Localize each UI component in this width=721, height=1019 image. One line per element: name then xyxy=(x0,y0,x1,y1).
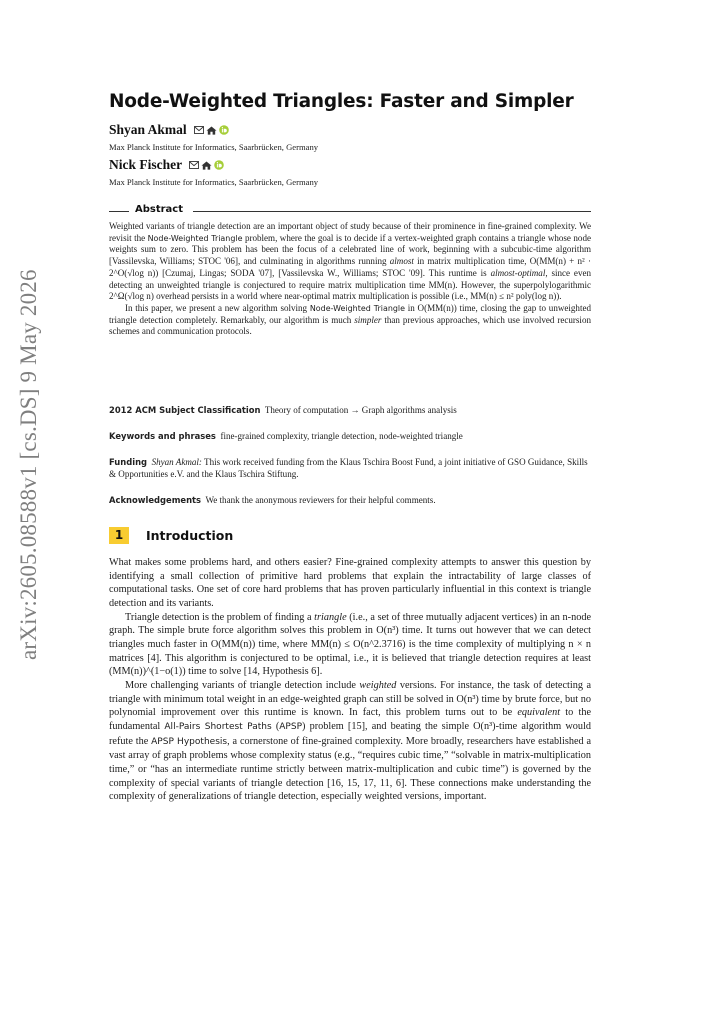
body-paragraph: Triangle detection is the problem of finding a triangle (i.e., a set of three mutually adjacent vertices) in an n-node graph. The simple brute force algorithm solves this problem in O(n³) time. It turns out however that we can detect triangles much faster in O(MM(n)) time, where MM(n) ≤ O(n^2.3716) is the time complexity of multiplying n × n matrices [4]. This algorithm is conjectured to be optimal, i.e., it is believed that triangle detection requires at least (MM(n))^(1−o(1)) time to solve [14, Hypothesis 6]. xyxy=(109,611,591,678)
home-icon[interactable] xyxy=(201,161,212,170)
author-name: Nick Fischer xyxy=(109,157,224,173)
home-icon[interactable] xyxy=(206,126,217,135)
email-icon[interactable] xyxy=(189,161,199,169)
orcid-icon[interactable] xyxy=(214,160,224,170)
acm-text: Theory of computation → Graph algorithms analysis xyxy=(264,405,457,415)
keywords-text: fine-grained complexity, triangle detection, node-weighted triangle xyxy=(220,431,463,441)
divider xyxy=(109,211,129,212)
acm-label: 2012 ACM Subject Classification xyxy=(109,405,261,415)
keywords xyxy=(109,431,591,443)
abstract-body xyxy=(109,221,591,338)
paper-title: Node-Weighted Triangles: Faster and Simpler xyxy=(109,91,574,112)
funding-name: Shyan Akmal: xyxy=(151,457,202,467)
funding-label: Funding xyxy=(109,457,148,467)
author-affiliation: Max Planck Institute for Informatics, Saarbrücken, Germany xyxy=(109,142,319,152)
section-title: Introduction xyxy=(146,527,234,543)
author-affiliation: Max Planck Institute for Informatics, Saarbrücken, Germany xyxy=(109,177,319,187)
acm-classification xyxy=(109,405,591,417)
abstract-paragraph: In this paper, we present a new algorithm solving Node-Weighted Triangle in O(MM(n)) time, closing the gap to unweighted triangle detection completely. Remarkably, our algorithm is much simpler than previous approaches, which use involved recursion schemes and communication protocols. xyxy=(109,302,592,337)
abstract-label: Abstract xyxy=(135,204,184,215)
divider xyxy=(193,211,591,212)
funding-text: This work received funding from the Klaus Tschira Boost Fund, a joint initiative of GSO Guidance, Skills & Opportunities e.V. and the Klaus Tschira Stiftung. xyxy=(109,457,588,479)
abstract-heading xyxy=(109,204,591,218)
orcid-icon[interactable] xyxy=(219,125,229,135)
email-icon[interactable] xyxy=(194,126,204,134)
body-paragraph: More challenging variants of triangle detection include weighted versions. For instance, the task of detecting a triangle with minimum total weight in an edge-weighted graph can still be solved in O(n³) time by brute force, but no polynomial improvement over this runtime is known. In fact, this problem turns out to be equivalent to the fundamental All-Pairs Shortest Paths (APSP) problem [15], and beating the simple O(n³)-time algorithm would refute the APSP Hypothesis, a cornerstone of fine-grained complexity. More broadly, researchers have established a vast array of graph problems whose complexity status (e.g., “requires cubic time,” “solvable in matrix-multiplication time,” or “has an intermediate runtime strictly between matrix-multiplication and cubic time”) is governed by the complexity of special variants of triangle detection [16, 15, 17, 11, 6]. These connections make understanding the complexity of generalizations of triangle detection, especially weighted versions, important. xyxy=(109,679,592,803)
acknowledgements-label: Acknowledgements xyxy=(109,495,202,505)
abstract-paragraph: Weighted variants of triangle detection are an important object of study because of their prominence in fine-grained complexity. We revisit the Node-Weighted Triangle problem, where the goal is to decide if a vertex-weighted graph contains a triangle whose node weights sum to zero. This problem has been the focus of a celebrated line of work, beginning with a subcubic-time algorithm [Vassilevska, Williams; STOC '06], and culminating in algorithms running almost in matrix multiplication time, O(MM(n) + n² · 2^O(√log n)) [Czumaj, Lingas; SODA '07], [Vassilevska W., Williams; STOC '09]. This runtime is almost-optimal, since even detecting an unweighted triangle is conjectured to require matrix multiplication time MM(n). However, the superpolylogarithmic 2^Ω(√log n) overhead persists in a world where near-optimal matrix multiplication is possible (i.e., MM(n) ≤ n² poly(log n)). xyxy=(109,221,592,302)
body-paragraph: What makes some problems hard, and others easier? Fine-grained complexity attempts to answer this question by identifying a small collection of primitive hard problems that explain the intractability of large classes of computational tasks. One set of core hard problems that has proven particularly influential in this context is triangle detection and its variants. xyxy=(109,557,591,609)
arxiv-identifier: arXiv:2605.08588v1 [cs.DS] 9 May 2026 xyxy=(16,269,41,660)
section-heading xyxy=(109,526,233,544)
author-name: Shyan Akmal xyxy=(109,122,229,138)
keywords-label: Keywords and phrases xyxy=(109,431,216,441)
acknowledgements xyxy=(109,495,591,507)
funding xyxy=(109,457,591,480)
acknowledgements-text: We thank the anonymous reviewers for their helpful comments. xyxy=(205,495,436,505)
section-number: 1 xyxy=(109,527,129,544)
introduction-body xyxy=(109,556,591,804)
